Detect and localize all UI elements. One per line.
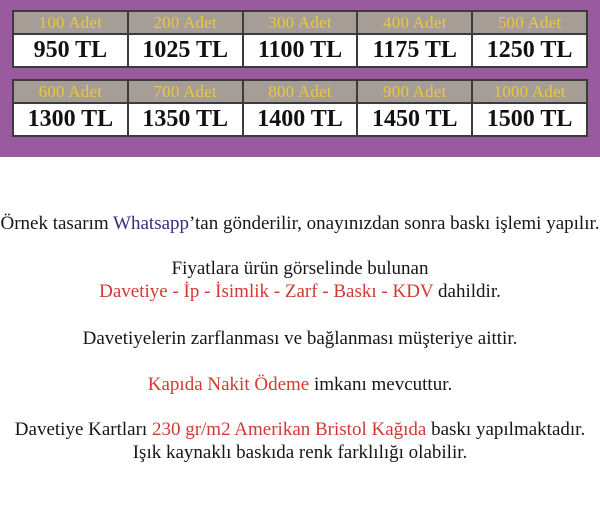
qty-header-400: 400 Adet xyxy=(357,11,472,34)
note-envelope-responsibility: Davetiyelerin zarflanması ve bağlanması müşteriye aittir. xyxy=(82,328,518,349)
qty-header-600: 600 Adet xyxy=(13,80,128,103)
included-items-text: Davetiye - İp - İsimlik - Zarf - Baskı - KDV xyxy=(99,281,434,302)
qty-header-700: 700 Adet xyxy=(128,80,243,103)
note-cash-on-delivery-post: imkanı mevcuttur. xyxy=(309,374,453,395)
note-paper-quality xyxy=(0,418,600,441)
note-paper-quality-post: baskı yapılmaktadır. xyxy=(426,419,586,440)
note-price-includes-intro: Fiyatlara ürün görselinde bulunan xyxy=(171,258,429,279)
quantity-header-row xyxy=(13,11,587,34)
price-cell-900: 1450 TL xyxy=(357,103,472,136)
note-cash-on-delivery xyxy=(0,373,600,396)
note-price-includes-post: dahildir. xyxy=(433,281,501,302)
price-cell-100: 950 TL xyxy=(13,34,128,67)
note-price-includes xyxy=(0,280,600,303)
price-cell-800: 1400 TL xyxy=(243,103,358,136)
price-cell-700: 1350 TL xyxy=(128,103,243,136)
qty-header-500: 500 Adet xyxy=(472,11,587,34)
qty-header-200: 200 Adet xyxy=(128,11,243,34)
paper-spec-text: 230 gr/m2 Amerikan Bristol Kağıda xyxy=(151,419,427,440)
product-notes xyxy=(0,157,600,464)
price-row xyxy=(13,103,587,136)
note-sample-design xyxy=(0,212,600,235)
note-sample-design-pre: Örnek tasarım xyxy=(0,213,114,234)
price-row xyxy=(13,34,587,67)
quantity-header-row xyxy=(13,80,587,103)
price-cell-200: 1025 TL xyxy=(128,34,243,67)
whatsapp-brand-text: Whatsapp xyxy=(113,213,190,234)
qty-header-900: 900 Adet xyxy=(357,80,472,103)
price-cell-500: 1250 TL xyxy=(472,34,587,67)
qty-header-300: 300 Adet xyxy=(243,11,358,34)
price-cell-400: 1175 TL xyxy=(357,34,472,67)
price-table-row-2 xyxy=(12,79,588,137)
price-table-row-1 xyxy=(12,10,588,68)
note-paper-quality-pre: Davetiye Kartları xyxy=(14,419,152,440)
note-color-difference: Işık kaynaklı baskıda renk farklılığı olabilir. xyxy=(132,442,468,463)
price-cell-600: 1300 TL xyxy=(13,103,128,136)
qty-header-100: 100 Adet xyxy=(13,11,128,34)
price-cell-1000: 1500 TL xyxy=(472,103,587,136)
qty-header-800: 800 Adet xyxy=(243,80,358,103)
note-sample-design-post: ’tan gönderilir, onayınızdan sonra baskı işlemi yapılır. xyxy=(189,213,600,234)
price-cell-300: 1100 TL xyxy=(243,34,358,67)
qty-header-1000: 1000 Adet xyxy=(472,80,587,103)
pricing-banner xyxy=(0,0,600,157)
cash-payment-text: Kapıda Nakit Ödeme xyxy=(147,374,310,395)
